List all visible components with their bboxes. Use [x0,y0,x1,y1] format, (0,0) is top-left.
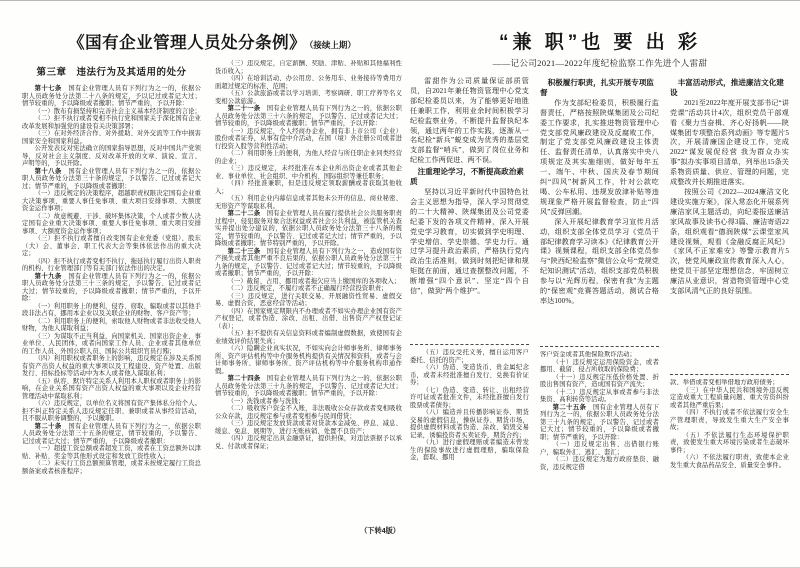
paragraph: （三）违反规定发放贷款或者对贷款本金减免、停息、减息、缓息、免息、展期等，进行无账核销、处置不良资产； [215,420,402,435]
paragraph: （八）编造并且传播影响证券、期货交易的虚假信息，操纵证券、期货市场，提供虚假材料或者伪造、涂改、销毁交易记录，诱骗投资者买卖证券、期货合约； [410,409,529,439]
regulation-column-2-text [215,60,402,450]
paragraph: （四）违反规定出具金融票证，提供担保，对违法票据予以承兑、付款或者保证； [215,435,402,450]
paragraph: （一）洗钱或者参与洗钱； [227,397,305,405]
regulation-article-title [22,29,402,53]
paragraph: （五）利用企业内幕信息或者其他未公开的信息、商业秘密、无形资产等谋取私利。 [215,195,402,210]
feature-column-1 [410,77,529,535]
paragraph: （六）违反规定，以单位名义将国有资产集体私分给个人。拒不纠正特定关系人违反规定任职、兼职或者从事经营活动，且不服从职务调整的，予以撤职。 [22,400,201,422]
dashed-divider [540,346,659,347]
feature-article-subtitle: ——记公司2021—2022年度纪检监察工作先进个人雷甜 [492,58,708,68]
regulation-title-text: 《国有企业管理人员处分条例》 [68,34,307,52]
article-number-lead: 第十七条 [34,85,69,92]
paragraph: （六）隐瞒企业真实状况，不如实向会计师事务所、律师事务所、资产评估机构等中介服务机构提供有关情况和资料，或者与会计师事务所、律师事务所、资产评估机构等中介服务机构串通作假。 [215,345,402,375]
paragraph: （二）故意规避、干涉、破坏集体决策，个人或者少数人决定国有企业重大决策事项、重要人事任免事项、重大项目安排事项、大额度资金运作事项； [22,212,201,235]
paragraph: 第二十三条 国有企业管理人员有下列行为之一，造成国有资产损失或者其他严重不良后果的，依据公职人员政务处分法第三十九条的规定，予以警告、记过或者记大过；情节较重的，予以降级或者撤职；情节严重的，予以开除： [215,247,402,277]
feature-column-3 [670,77,789,535]
article-number-lead: 第十九条 [34,272,69,280]
continued-on-page-note: （下转4版） [356,526,400,536]
paragraph: （四）不执行或者不依法履行安全生产管理职责，导致发生重大生产安全事故； [670,409,789,431]
section-subheading: 注重理论学习，不断提高政治素质 [410,167,524,187]
paragraph: （二）未实行工资总额预算管理，或者未按规定履行工资总额备案或者核准程序； [22,460,201,475]
feature-article-title: “兼 职”也 要 出 彩 [498,32,702,53]
paragraph: （二）吸收客户资金不入账，非法吸收公众存款或者变相吸收公众存款，违反规定参与或者变相参与民间借贷； [215,405,402,420]
article-number-lead: 第二十二条 [227,210,267,217]
chapter-heading: 第三章 违法行为及其适用的处分 [36,67,187,78]
paragraph: （三）违反规定，自定薪酬、奖励、津贴、补贴和其他福利性货币收入； [215,60,402,75]
regulation-column-2 [215,60,402,538]
paragraph: （四）拒不执行或者变相不执行、拖延执行履行出资人职责的机构、行业管理部门等有关部门依法作出的决定。 [22,257,201,272]
paragraph: 坚持以习近平新时代中国特色社会主义思想为指导，深入学习贯彻党的二十大精神、陕煤集团及公司党委纪委下发的各项文件精神，深入开展党史学习教育，切实做到学史明理、学史增信、学史崇德、学史力行。通过学习提升政治素质，严格执行党内政治生活准则，做到时刻把纪律和规矩挺在前面，通过查摆整改问题，不断增强“四个意识”、坚定“四个自信”，做到“两个维护”。 [410,187,529,296]
paragraph: 第二十一条 国有企业管理人员有下列行为之一的，依据公职人员政务处分法第三十六条的规定，予以警告、记过或者记大过；情节较重的，予以降级或者撤职；情节严重的，予以开除： [215,105,402,127]
paragraph: 2021至2022年度开展支部书记“讲党课”活动共计4次，组织党员干部观看《聚力当奋楫、齐心好扬帆——陕煤集团专项整治系列动画》等专题片5次，开展清廉国企建设工作，完成2022“谋发展促经营 我为群众办实事”拟办实事项目清单，列举出15条关系物资质量、供应、管理的问题，完成整改并长期推进落实。 [670,98,789,187]
paragraph: （五）纵容、默许特定关系人利用本人职权或者职务上的影响，在企业关系国有资产出资人权益的重大事项以及企业经营管理活动中谋取私利； [22,377,201,400]
paragraph: （五）拒不提供有关信息资料或者编制虚假数据，致使国有企业绩效评价结果失真； [215,330,402,345]
paragraph: （一）违反规定，个人经商办企业，拥有非上市公司（企业）股份或者证券，从事有偿中介活动，在国（境）外注册公司或者进行投资入股等营利性活动； [215,127,402,150]
paragraph: 作为支部纪检委员，积极履行监督责任，严格按照陕煤集团及公司纪委工作要求，扎实推进物资管理中心党支部党风廉政建设及反腐败工作，制定了党支部党风廉政建设主体责任、监督责任清单，认真落实中央八项规定及其实施细则，做好每年五一、端午、中秋、国庆及春节期间纠“四风”树新风工作，针对公款吃喝、公车私用、违规发放津补贴等违规现象严格开展监督检查，防止“四风”反弹回潮。 [540,98,659,216]
paragraph: 款、举借或者变相举借地方政府债务； [670,379,779,386]
feature-column-3-text [670,77,789,369]
paragraph: （五）违反受托义务，擅自运用客户委托、信托的资产； [410,349,529,364]
feature-column-2 [540,77,659,535]
paragraph: 雷甜作为公司质量保证部质管员，自2021年兼任物资管理中心党支部纪检委员以来，为了能够更好地胜任兼职工作，利用业余时间积极学习纪检监察业务，不断提升监督执纪本领，通过两年的工作实践，逐渐从一名纪检“新兵”蜕变成为优秀的基层党支部监督“哨兵”，做到了岗位业务和纪检工作两促进、两不误。 [410,77,529,165]
dashed-divider [410,344,529,345]
paragraph: 第二十条 国有企业管理人员有下列行为之一，依据公职人员政务处分法第三十五条的规定，情节较重的，予以警告、记过或者记大过；情节严重的，予以降级或者撤职： [22,422,201,445]
paragraph: （二）违反规定，不履行或者不正确履行经营投资职责； [227,285,388,292]
paragraph: （一）利用职务上的便利，侵吞、窃取、骗取或者以其他手段非法占有，挪用本企业以及关联企业的财物、客户资产等； [22,302,201,317]
article-number-lead: 第二十五条 [552,403,593,411]
paragraph: （三）在对外经济合作、对外援助、对外交流等工作中损害国家安全和国家利益。 [22,130,201,145]
paragraph: （十二）违反规定从事或者参与非法集资、高利转贷等活动。 [540,388,659,403]
article-number-lead: 第二十四条 [227,375,267,382]
paragraph: （一）散布有损坚持和完善社会主义基本经济制度的言论； [34,107,201,115]
section-subheading: 丰富活动形式，推进廉洁文化建设 [670,78,784,97]
paragraph: （六）不依法履行职责，致使本企业发生重大食品药品安全、质量安全事件。 [670,454,789,469]
article-number-lead: 第二十一条 [227,105,267,112]
paragraph: （二）拒不执行或者变相不执行党和国家关于深化国有企业改革发展和加强党的建设有关决策部署； [22,115,201,130]
paragraph: （三）违反规定，进行关联交易、开展融资性贸易、虚假交易、虚假合资，恶意经营等活动； [215,292,402,307]
regulation-continuation-3 [670,379,789,535]
paragraph: 第二十二条 国有企业管理人员在履行提供社会公共服务职责过程中，侵犯服务对象合法权益或者社会公共利益，被监管机关查实并提出处分建议的，依据公职人员政务处分法第三十八条的规定，情节较重的，予以警告、记过或者记大过；情节严重的，予以降级或者撤职；情节特别严重的，予以开除。 [215,210,402,247]
article-number-lead: 第二十三条 [227,247,267,255]
paragraph: （四）经批准兼职，但是违反规定领取薪酬或者获取其他收入； [215,180,402,195]
paragraph: 第十八条 国有企业管理人员有下列行为之一的，依据公职人员政务处分法第三十条的规定，予以警告、记过或者记大过；情节严重的，予以降级或者撤职： [22,167,201,190]
paragraph: （五）不依法履行生态环境保护职责，致使发生重大环境污染或者生态破坏事件； [670,431,789,454]
paragraph: （五）公款旅游或者以学习培训、考察调研、职工疗养等名义变相公款旅游。 [215,90,402,105]
paragraph: （一）违反规定出售、出借银行账户，骗取外汇、逃汇、套汇； [540,441,659,456]
section-subheading: 积极履行职责，扎实开展专项监督 [540,78,654,97]
feature-article [410,27,790,535]
paragraph: （二）违反规定为地方政府垫资、融资，违反规定借 [540,456,659,471]
dashed-divider [670,374,789,375]
paragraph: （一）截留、占用、挪用或者拖欠应当上缴国库的各项收入； [227,277,401,285]
regulation-column-1 [22,60,201,538]
regulation-title-tag: （接续上期） [309,40,356,50]
paragraph: 按照公司《2022—2024廉洁文化建设实施方案》，深入常态化开展系列廉洁家风主题活动，向纪委报送廉洁家风故事及读书心得3篇、廉洁寄语22条，组织观看“德润陕煤”云课堂家风建设视频，观看《金融反腐正风纪》《家风不正家难安》等警示教育片5次，使党风廉政宣传教育深入人心，使党员干部坚定理想信念，牢固树立廉洁从业意识，营造物资管理中心党支部风清气正的良好氛围。 [670,187,789,296]
paragraph: 客户资金或者其他保险欺诈活动； [540,351,636,358]
paragraph: 第二十五条 国有企业管理人员有下列行为之一的，依据公职人员政务处分法第三十九条的规定，予以警告、记过或者记大过；情节较重的，予以降级或者撤职；情节严重的，予以开除： [540,403,659,441]
paragraph: （四）在培训活动、办公用房、公务用车、业务接待等费用方面超过规定的标准、范围； [215,75,402,90]
paragraph: （七）伪造、变造、转让、出租经营许可证或者批准文件，未经批准擅自发行股票或者债券； [410,386,529,409]
feature-column-1-text [410,77,529,339]
regulation-column-1-text [22,85,201,475]
paragraph: （二）利用职务上的便利，为他人经营与所任职企业同类经营的企业； [215,150,402,165]
feature-columns [410,77,790,535]
paragraph: （十一）违反规定压低价格处置、折股出售国有资产，造成国有资产流失； [540,373,659,388]
paragraph: （三）拒不执行或者擅自改变国有企业党委（党组）、股东（大）会、董事会、职工代表大会等集体依法作出的重大决定； [22,235,201,257]
article-number-lead: 第十八条 [34,167,69,175]
regulation-article [22,29,402,538]
paragraph: 公开发表反对宪法确立的国家指导思想，反对中国共产党领导，反对社会主义制度、反对改革开放的文章、演说、宣言、声明等的，予以开除。 [22,145,201,167]
paragraph: （十）违反规定运用保险资金，或者挪用、截留、侵占所收取的保险费； [540,358,659,373]
article-number-lead: 第二十条 [34,422,69,430]
paragraph: （九）进行虚假理赔或者编造未曾发生的保险事故进行虚假理赔，骗取保险金，套取、挪用 [410,439,529,461]
feature-column-2-text [540,77,659,341]
paragraph: （三）在中华人民共和国境外违反规定造成重大工程质量问题、重大劳资纠纷或者其他严重后果； [670,386,789,409]
regulation-columns [22,60,402,538]
paragraph: 第二十四条 国有企业管理人员有下列行为之一的，依据公职人员政务处分法第三十九条的规定，予以警告、记过或者记大过；情节较重的，予以降级或者撤职；情节严重的，予以开除： [215,375,402,397]
paragraph: （三）违反规定，未经批准在本企业所出资企业或者其他企业、事业单位、社会组织、中介机构、国际组织等兼任职务； [215,165,402,180]
regulation-continuation-1 [410,349,529,535]
paragraph: （一）违反规定的决策程序，超越职责权限决定国有企业重大决策事项、重要人事任免事项、重大项目安排事项、大额度资金运作事项； [22,190,201,212]
paragraph: （一）超提工资总额或者超发工资，或者在工资总额外以津贴、补贴、奖金等其他形式设定和发放工资性收入； [22,445,201,460]
paragraph: 第十七条 国有企业管理人员有下列行为之一的，依据公职人员政务处分法第二十八条的规定，予以记过或者记大过；情节较重的，予以降级或者撤职；情节严重的，予以开除： [22,85,201,107]
paragraph: （二）利用职务上的便利，索取他人财物或者非法收受他人财物，为他人谋取利益； [22,317,201,332]
regulation-continuation-2 [540,351,659,535]
paragraph: 深入开展纪律教育学习宣传月活动，组织支部全体党员学习《党员干部纪律教育学习读本》《纪律教育公开课》视频课程，组织支部全体党员参与“陕西纪检监察”微信公众号“党规党纪知识测试”活动，组织支部党员积极参与以“光辉历程，保密有我”为主题的“保密观”竞赛答题活动，测试合格率达100%。 [540,217,659,305]
paragraph: （四）利用职权或者职务上的影响，违反规定在涉及关系国有资产出资人权益的重大事项以及工程建设、资产处置、出版发行、招标投标等活动中为本人或者他人谋取私利； [22,355,201,377]
paragraph: （四）在国家规定期限内不办理或者不如实办理企业国有资产产权登记，或者伪造、涂改、出租、出借、出售资产产权登记证（表）； [215,307,402,330]
paragraph: 第十九条 国有企业管理人员有下列行为之一的，依据公职人员政务处分法第三十三条的规定，予以警告、记过或者记大过；情节较重的，予以降级或者撤职；情节严重的，予以开除： [22,272,201,302]
paragraph: （三）为谋取不正当利益，向国家机关、国家出资企业、事业单位、人民团体，或者向国家工作人员、企业或者其他单位的工作人员、外国公职人员、国际公共组织官员行贿； [22,332,201,355]
paragraph: （六）伪造、变造货币、贵金属纪念币，或者未经批准擅自发行、兑换有价证券； [410,364,529,386]
